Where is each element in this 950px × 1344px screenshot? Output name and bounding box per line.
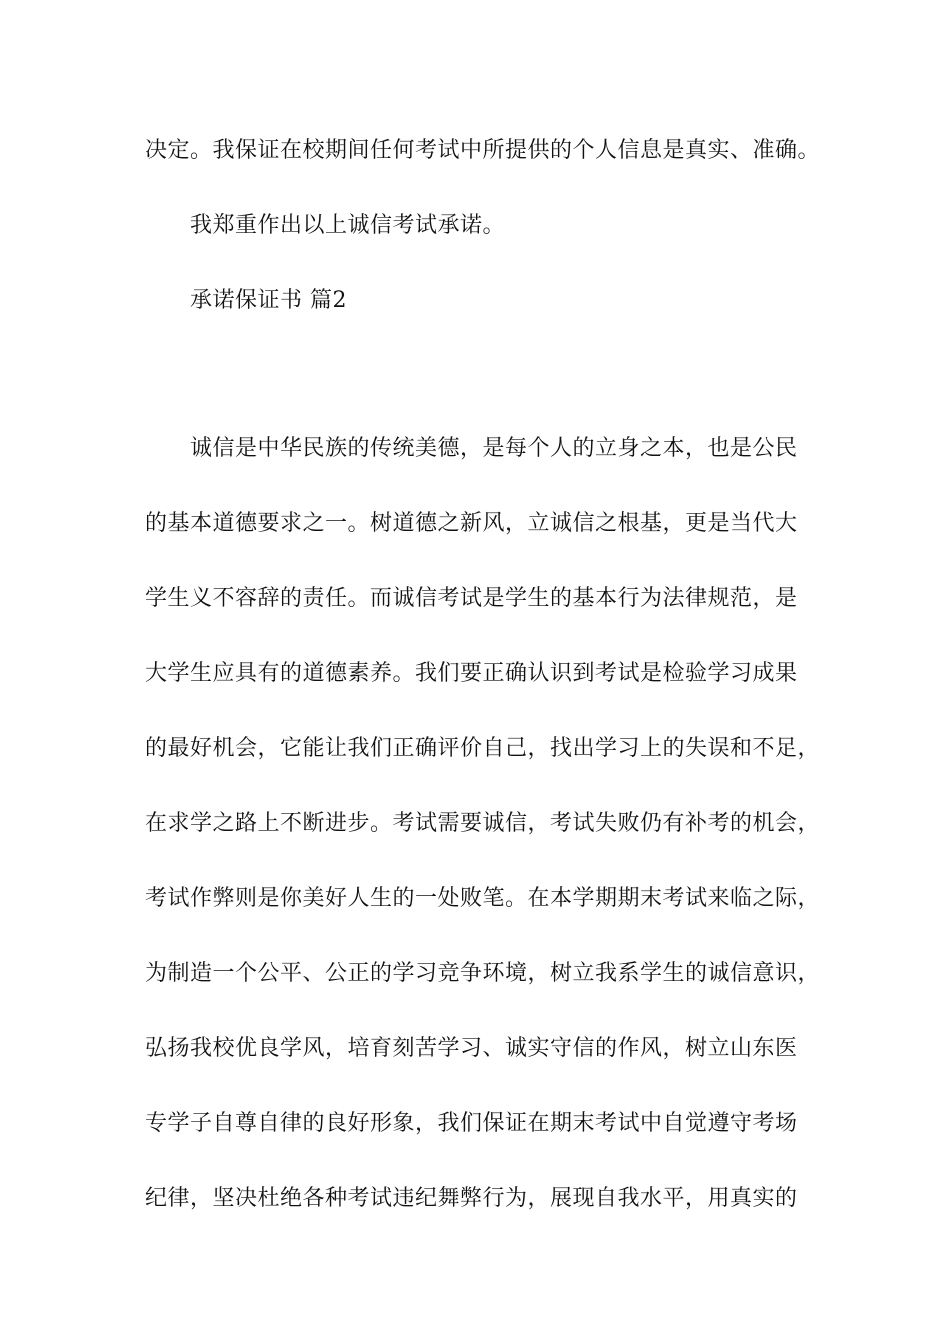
paragraph-line: 在求学之路上不断进步。考试需要诚信，考试失败仍有补考的机会， — [145, 811, 821, 836]
paragraph-line: 大学生应具有的道德素养。我们要正确认识到考试是检验学习成果 — [145, 661, 798, 686]
paragraph-line: 我郑重作出以上诚信考试承诺。 — [190, 213, 506, 238]
paragraph-line: 考试作弊则是你美好人生的一处败笔。在本学期期末考试来临之际， — [145, 886, 821, 911]
paragraph-line: 纪律，坚决杜绝各种考试违纪舞弊行为，展现自我水平，用真实的 — [145, 1186, 798, 1211]
paragraph-line: 学生义不容辞的责任。而诚信考试是学生的基本行为法律规范，是 — [145, 586, 798, 611]
paragraph-line: 的基本道德要求之一。树道德之新风，立诚信之根基，更是当代大 — [145, 511, 798, 536]
paragraph-line: 弘扬我校优良学风，培育刻苦学习、诚实守信的作风，树立山东医 — [145, 1036, 798, 1061]
section-heading: 承诺保证书 篇2 — [190, 288, 347, 313]
paragraph-line: 专学子自尊自律的良好形象，我们保证在期末考试中自觉遵守考场 — [145, 1111, 798, 1136]
paragraph-line: 诚信是中华民族的传统美德，是每个人的立身之本，也是公民 — [190, 436, 798, 461]
paragraph-line: 决定。我保证在校期间任何考试中所提供的个人信息是真实、准确。 — [145, 138, 821, 163]
paragraph-line: 为制造一个公平、公正的学习竞争环境，树立我系学生的诚信意识， — [145, 961, 821, 986]
paragraph-line: 的最好机会，它能让我们正确评价自己，找出学习上的失误和不足， — [145, 736, 821, 761]
